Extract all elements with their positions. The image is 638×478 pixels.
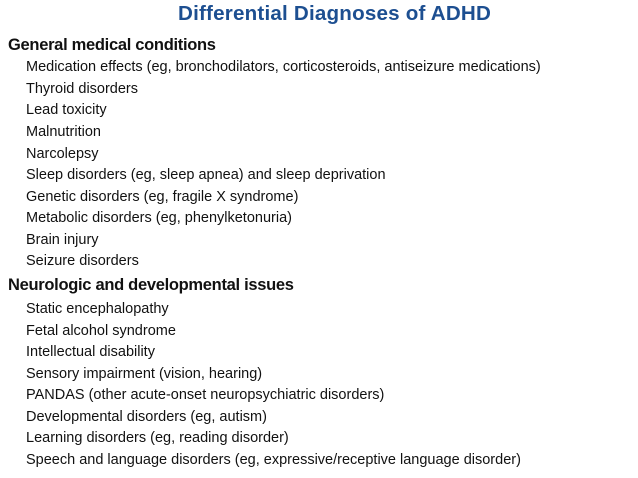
list-item: Malnutrition bbox=[26, 124, 101, 140]
list-item: Fetal alcohol syndrome bbox=[26, 323, 176, 339]
list-item: Sleep disorders (eg, sleep apnea) and sleep deprivation bbox=[26, 167, 386, 183]
list-item: PANDAS (other acute-onset neuropsychiatric disorders) bbox=[26, 387, 385, 403]
list-item: Brain injury bbox=[26, 232, 99, 248]
page-title: Differential Diagnoses of ADHD bbox=[178, 2, 492, 25]
section-heading-general-medical: General medical conditions bbox=[8, 36, 216, 54]
section-heading-neurologic-developmental: Neurologic and developmental issues bbox=[8, 276, 294, 294]
list-item: Narcolepsy bbox=[26, 146, 99, 162]
list-item: Lead toxicity bbox=[26, 102, 107, 118]
list-item: Genetic disorders (eg, fragile X syndrome) bbox=[26, 189, 299, 205]
list-item: Static encephalopathy bbox=[26, 301, 169, 317]
list-item: Learning disorders (eg, reading disorder) bbox=[26, 430, 289, 446]
list-item: Medication effects (eg, bronchodilators, corticosteroids, antiseizure medications) bbox=[26, 59, 541, 75]
list-item: Seizure disorders bbox=[26, 253, 139, 269]
list-item: Intellectual disability bbox=[26, 344, 155, 360]
list-item: Thyroid disorders bbox=[26, 81, 139, 97]
list-item: Sensory impairment (vision, hearing) bbox=[26, 366, 263, 382]
list-item: Developmental disorders (eg, autism) bbox=[26, 409, 267, 425]
list-item: Metabolic disorders (eg, phenylketonuria) bbox=[26, 210, 292, 226]
list-item: Speech and language disorders (eg, expressive/receptive language disorder) bbox=[26, 452, 521, 468]
